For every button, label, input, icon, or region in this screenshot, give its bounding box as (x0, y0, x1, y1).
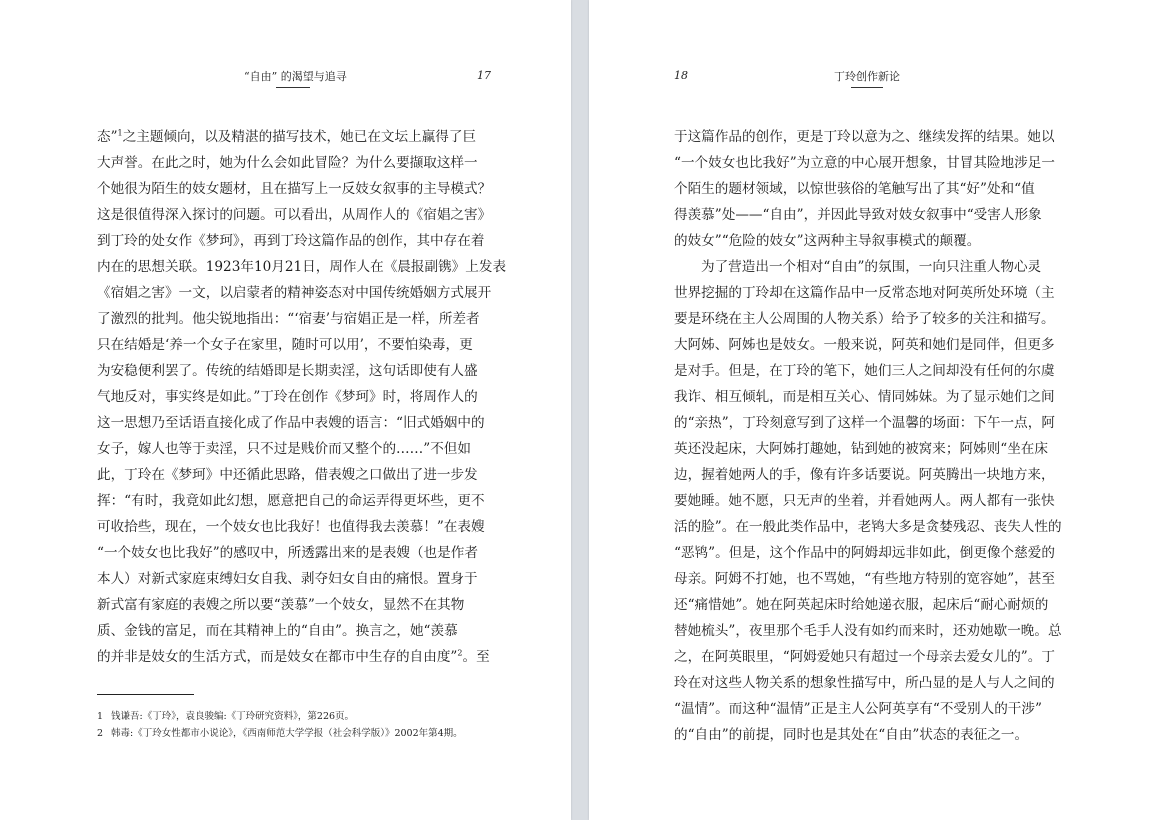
text-line: 女子，嫁人也等于卖淫，只不过是贱价而又整个的……”不但如 (97, 441, 471, 457)
text-line: 态”$^1$之主题倾向，以及精湛的描写技术，她已在文坛上赢得了巨 (97, 128, 477, 145)
text-line: 得羡慕”处——“自由”，并因此导致对妓女叙事中“受害人形象 (674, 207, 1042, 223)
text-line: 的并非是妓女的生活方式，而是妓女在都市中生存的自由度”$^2$。至 (97, 648, 490, 665)
footnote-rule (97, 694, 194, 695)
running-head-rule (851, 87, 883, 88)
text-line: 大声誉。在此之时，她为什么会如此冒险？为什么要撷取这样一 (97, 155, 478, 171)
text-line: 大阿姊、阿姊也是妓女。一般来说，阿英和她们是同伴，但更多 (674, 337, 1055, 353)
page-17 (0, 0, 571, 820)
text-line: 本人）对新式家庭束缚妇女自我、剥夺妇女自由的痛恨。置身于 (97, 571, 478, 587)
footnotes (97, 708, 463, 742)
page-number: 17 (477, 69, 491, 82)
text-line: 气地反对，事实终是如此。”丁玲在创作《梦珂》时，将周作人的 (97, 389, 478, 405)
text-line: 新式富有家庭的表嫂之所以要“羡慕”一个妓女，显然不在其物 (97, 597, 465, 613)
text-line: 要是环绕在主人公周围的人物关系）给予了较多的关注和描写。 (674, 311, 1055, 327)
text-line: 这是很值得深入探讨的问题。可以看出，从周作人的《宿娼之害》 (97, 207, 492, 223)
text-line: 的妓女”“危险的妓女”这两种主导叙事模式的颠覆。 (674, 233, 981, 249)
text-line: 于这篇作品的创作，更是丁玲以意为之、继续发挥的结果。她以 (674, 129, 1055, 145)
body-text (674, 124, 1062, 748)
footnote-1: 1 钱谦吾:《丁玲》，袁良骏编:《丁玲研究资料》，第226页。 (97, 711, 355, 722)
footnote-ref[interactable]: 1 (117, 128, 123, 138)
text-line: 此，丁玲在《梦珂》中还循此思路，借表嫂之口做出了进一步发 (97, 467, 478, 483)
text-line: “恶鸨”。但是，这个作品中的阿姆却远非如此，倒更像个慈爱的 (674, 545, 1055, 561)
text-line: 替她梳头”，夜里那个毛手人没有如约而来时，还劝她歇一晚。总 (674, 623, 1062, 639)
text-line: 个陌生的题材领域，以惊世骇俗的笔触写出了其“好”处和“值 (674, 181, 1035, 197)
text-line: 《宿娼之害》一文，以启蒙者的精神姿态对中国传统婚姻方式展开 (97, 285, 492, 301)
text-line: 之，在阿英眼里，“阿姆爱她只有超过一个母亲去爱女儿的”。丁 (674, 649, 1055, 665)
text-line: 边，握着她两人的手，像有许多话要说。阿英腾出一块地方来， (674, 467, 1055, 483)
text-line: “一个妓女也比我好”的感叹中，所透露出来的是表嫂（也是作者 (97, 545, 478, 561)
running-head: “自由” 的渴望与追寻 (244, 70, 347, 83)
text-line: 世界挖掘的丁玲却在这篇作品中一反常态地对阿英所处环境（主 (674, 285, 1055, 301)
text-line: 活的脸”。在一般此类作品中，老鸨大多是贪婪残忍、丧失人性的 (674, 519, 1062, 535)
text-line: 挥：“有时，我竟如此幻想，愿意把自己的命运弄得更坏些，更不 (97, 493, 485, 509)
running-head-rule (276, 87, 310, 88)
text-line: 为了营造出一个相对“自由”的氛围，一向只注重人物心灵 (701, 259, 1042, 275)
footnote-2: 2 韩毒:《丁玲女性都市小说论》，《西南师范大学学报（社会科学版）》2002年第4期。 (97, 728, 463, 739)
text-line: 内在的思想关联。1923年10月21日，周作人在《晨报副镌》上发表 (97, 259, 507, 275)
text-line: 是对手。但是，在丁玲的笔下，她们三人之间却没有任何的尔虞 (674, 363, 1055, 379)
text-line: 这一思想乃至话语直接化成了作品中表嫂的语言：“旧式婚姻中的 (97, 415, 485, 431)
text-line: 为安稳便利罢了。传统的结婚即是长期卖淫，这句话即使有人盛 (97, 363, 478, 379)
text-line: 到丁玲的处女作《梦珂》，再到丁玲这篇作品的创作，其中存在着 (97, 233, 485, 249)
text-line: 母亲。阿姆不打她，也不骂她，“有些地方特别的宽容她”，甚至 (674, 571, 1055, 587)
text-line: 可收拾些，现在，一个妓女也比我好！也值得我去羡慕！”在表嫂 (97, 519, 485, 535)
page-18 (589, 0, 1161, 820)
text-line: “温情”。而这种“温情”正是主人公阿英享有“不受别人的干涉” (674, 701, 1042, 717)
footnote-ref[interactable]: 2 (457, 648, 463, 658)
running-head: 丁玲创作新论 (834, 70, 900, 83)
text-line: 还“痛惜她”。她在阿英起床时给她递衣服，起床后“耐心耐烦的 (674, 597, 1049, 613)
text-line: 英还没起床，大阿姊打趣她，钻到她的被窝来；阿姊则“坐在床 (674, 441, 1048, 457)
text-line: 的“亲热”，丁玲刻意写到了这样一个温馨的场面：下午一点，阿 (674, 415, 1055, 431)
text-line: 只在结婚是‘养一个女子在家里，随时可以用’，不要怕染毒，更 (97, 337, 473, 353)
body-text (97, 124, 506, 670)
text-line: 的“自由”的前提，同时也是其处在“自由”状态的表征之一。 (674, 727, 1029, 743)
text-line: “一个妓女也比我好”为立意的中心展开想象，甘冒其险地涉足一 (674, 155, 1055, 171)
text-line: 个她很为陌生的妓女题材，且在描写上一反妓女叙事的主导模式？ (97, 181, 492, 197)
text-line: 质、金钱的富足，而在其精神上的“自由”。换言之，她“羡慕 (97, 623, 458, 639)
text-line: 了激烈的批判。他尖锐地指出：“‘宿妻’与宿娼正是一样，所差者 (97, 311, 480, 327)
page-number: 18 (674, 69, 688, 82)
text-line: 我诈、相互倾轧，而是相互关心、情同姊妹。为了显示她们之间 (674, 389, 1055, 405)
text-line: 要她睡。她不愿，只无声的坐着，并看她两人。两人都有一张快 (674, 493, 1055, 509)
text-line: 玲在对这些人物关系的想象性描写中，所凸显的是人与人之间的 (674, 675, 1055, 691)
